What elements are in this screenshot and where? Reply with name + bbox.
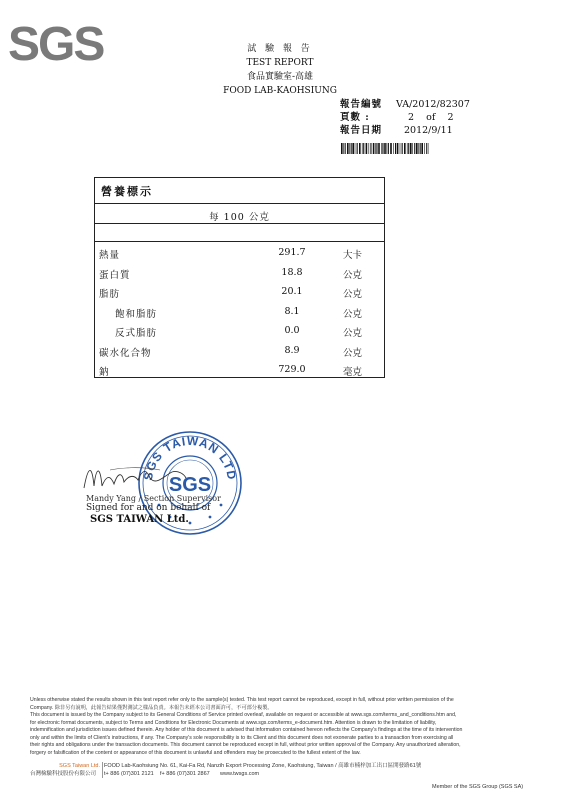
disclaimer-line: forgery or falsification of the content or appearance of this document is unlawful and offenders may be prosecuted to the fullest extent of the law. bbox=[30, 749, 361, 756]
company-name: SGS TAIWAN Ltd. bbox=[90, 514, 189, 525]
nutrient-value: 20.1 bbox=[281, 286, 303, 297]
disclaimer-line: This document is issued by the Company subject to its General Conditions of Service printed overleaf, available on request or accessible at www.sgs.com/terms_and_conditions.htm and, bbox=[30, 712, 457, 718]
disclaimer-line: Company. 除非另有說明，此報告結果僅對測試之樣品負責。本報告未經本公司書面許可，不可部分複製。 bbox=[30, 704, 273, 711]
nutrient-name: 碳水化合物 bbox=[99, 347, 152, 359]
title-zh: 試 驗 報 告 bbox=[247, 44, 313, 54]
nutrient-name: 蛋白質 bbox=[99, 269, 131, 281]
table-divider bbox=[95, 241, 384, 242]
footer-phone: t+ 886 (07)301 2121 bbox=[104, 771, 154, 777]
nutrition-row bbox=[95, 306, 384, 326]
disclaimer-line: for electronic format documents, subject to Terms and Conditions for Electronic Documents at www.sgs.com/terms_e-document.htm. Attention is drawn to the limitation of liability, bbox=[30, 719, 437, 726]
table-divider bbox=[95, 203, 384, 204]
signed-for: Signed for and on behalf of bbox=[86, 503, 211, 513]
disclaimer-line: indemnification and jurisdiction issues defined therein. Any holder of this document is advised that information contained hereon reflects the Company's findings at the time of its intervention bbox=[30, 727, 463, 733]
handwritten-signature bbox=[80, 458, 190, 494]
nutrient-unit: 毫克 bbox=[343, 367, 363, 378]
footer-company-zh: 台灣檢驗科技股份有限公司 bbox=[30, 771, 97, 777]
nutrient-unit: 公克 bbox=[343, 328, 363, 339]
disclaimer-line: only and within the limits of Client's instructions, if any. The Company's sole responsibility is to its Client and this document does not exonerate parties to a transaction from exercising all bbox=[30, 734, 454, 741]
report-no-value: VA/2012/82307 bbox=[396, 99, 470, 110]
nutrient-unit: 公克 bbox=[343, 289, 363, 300]
nutrient-value: 729.0 bbox=[278, 364, 306, 375]
per-serving: 每 100 公克 bbox=[209, 212, 270, 223]
footer-divider bbox=[102, 762, 103, 778]
date-value: 2012/9/11 bbox=[404, 125, 453, 136]
disclaimer-line: their rights and obligations under the transaction documents. This document cannot be reproduced except in full, without prior written approval of the Company. Any unauthorized alteration, bbox=[30, 742, 461, 748]
sgs-logo-text: SGS bbox=[8, 18, 104, 64]
footer-lab: FOOD Lab-Kaohsiung bbox=[104, 763, 159, 769]
disclaimer bbox=[30, 697, 542, 757]
nutrient-name: 飽和脂肪 bbox=[115, 308, 158, 320]
sgs-group-member: Member of the SGS Group (SGS SA) bbox=[432, 784, 524, 790]
pages-value: 2 of 2 bbox=[408, 112, 454, 123]
nutrient-name: 熱量 bbox=[99, 250, 121, 261]
footer-company bbox=[30, 762, 100, 778]
table-divider bbox=[95, 223, 384, 224]
nutrient-unit: 大卡 bbox=[343, 250, 363, 261]
barcode bbox=[341, 139, 429, 150]
signer-name: Mandy Yang / Section Supervisor bbox=[86, 494, 221, 503]
footer-address: No. 61, Kai-Fa Rd, Nanzih Export Processing Zone, Kaohsiung, Taiwan / 高雄市楠梓加工出口區開發路61號 bbox=[160, 763, 422, 769]
nutrient-unit: 公克 bbox=[343, 308, 363, 320]
nutrient-name: 鈉 bbox=[99, 367, 110, 378]
nutrient-value: 291.7 bbox=[278, 247, 306, 258]
sgs-logo bbox=[8, 18, 112, 64]
nutrient-value: 8.9 bbox=[284, 344, 300, 356]
nutrient-name: 脂肪 bbox=[99, 289, 121, 300]
stamp-center-text: SGS bbox=[168, 474, 212, 496]
nutrition-table bbox=[94, 177, 385, 378]
footer-company-en: SGS Taiwan Ltd. bbox=[59, 763, 100, 769]
title-en: TEST REPORT bbox=[246, 58, 314, 68]
nutrition-row bbox=[95, 267, 384, 287]
nutrient-value: 18.8 bbox=[281, 266, 303, 278]
footer-fax: f+ 886 (07)301 2867 bbox=[160, 771, 210, 777]
disclaimer-line: Unless otherwise stated the results shown in this test report refer only to the sample(s) tested. This test report cannot be reproduced, except in full, without prior written permission of the bbox=[30, 697, 454, 703]
nutrition-row bbox=[95, 247, 384, 267]
footer-web: www.twsgs.com bbox=[220, 771, 260, 777]
nutrition-row bbox=[95, 286, 384, 306]
report-no-label: 報告編號 bbox=[340, 99, 383, 110]
nutrient-value: 0.0 bbox=[284, 325, 300, 336]
nutrition-row bbox=[95, 364, 384, 384]
pages-label: 頁數 : bbox=[340, 112, 370, 123]
nutrition-row bbox=[95, 325, 384, 345]
report-meta bbox=[340, 98, 470, 137]
stamp-ring-text: SGS TAIWAN LTD bbox=[140, 433, 240, 482]
nutrient-unit: 公克 bbox=[343, 269, 363, 281]
date-label: 報告日期 bbox=[340, 125, 383, 136]
nutrient-value: 8.1 bbox=[284, 305, 300, 317]
nutrition-row bbox=[95, 345, 384, 365]
lab-en: FOOD LAB-KAOHSIUNG bbox=[223, 86, 337, 96]
nutrient-name: 反式脂肪 bbox=[115, 328, 158, 339]
nutrition-title: 營養標示 bbox=[101, 185, 153, 198]
lab-zh: 食品實驗室-高雄 bbox=[246, 72, 314, 82]
nutrient-unit: 公克 bbox=[343, 347, 363, 359]
